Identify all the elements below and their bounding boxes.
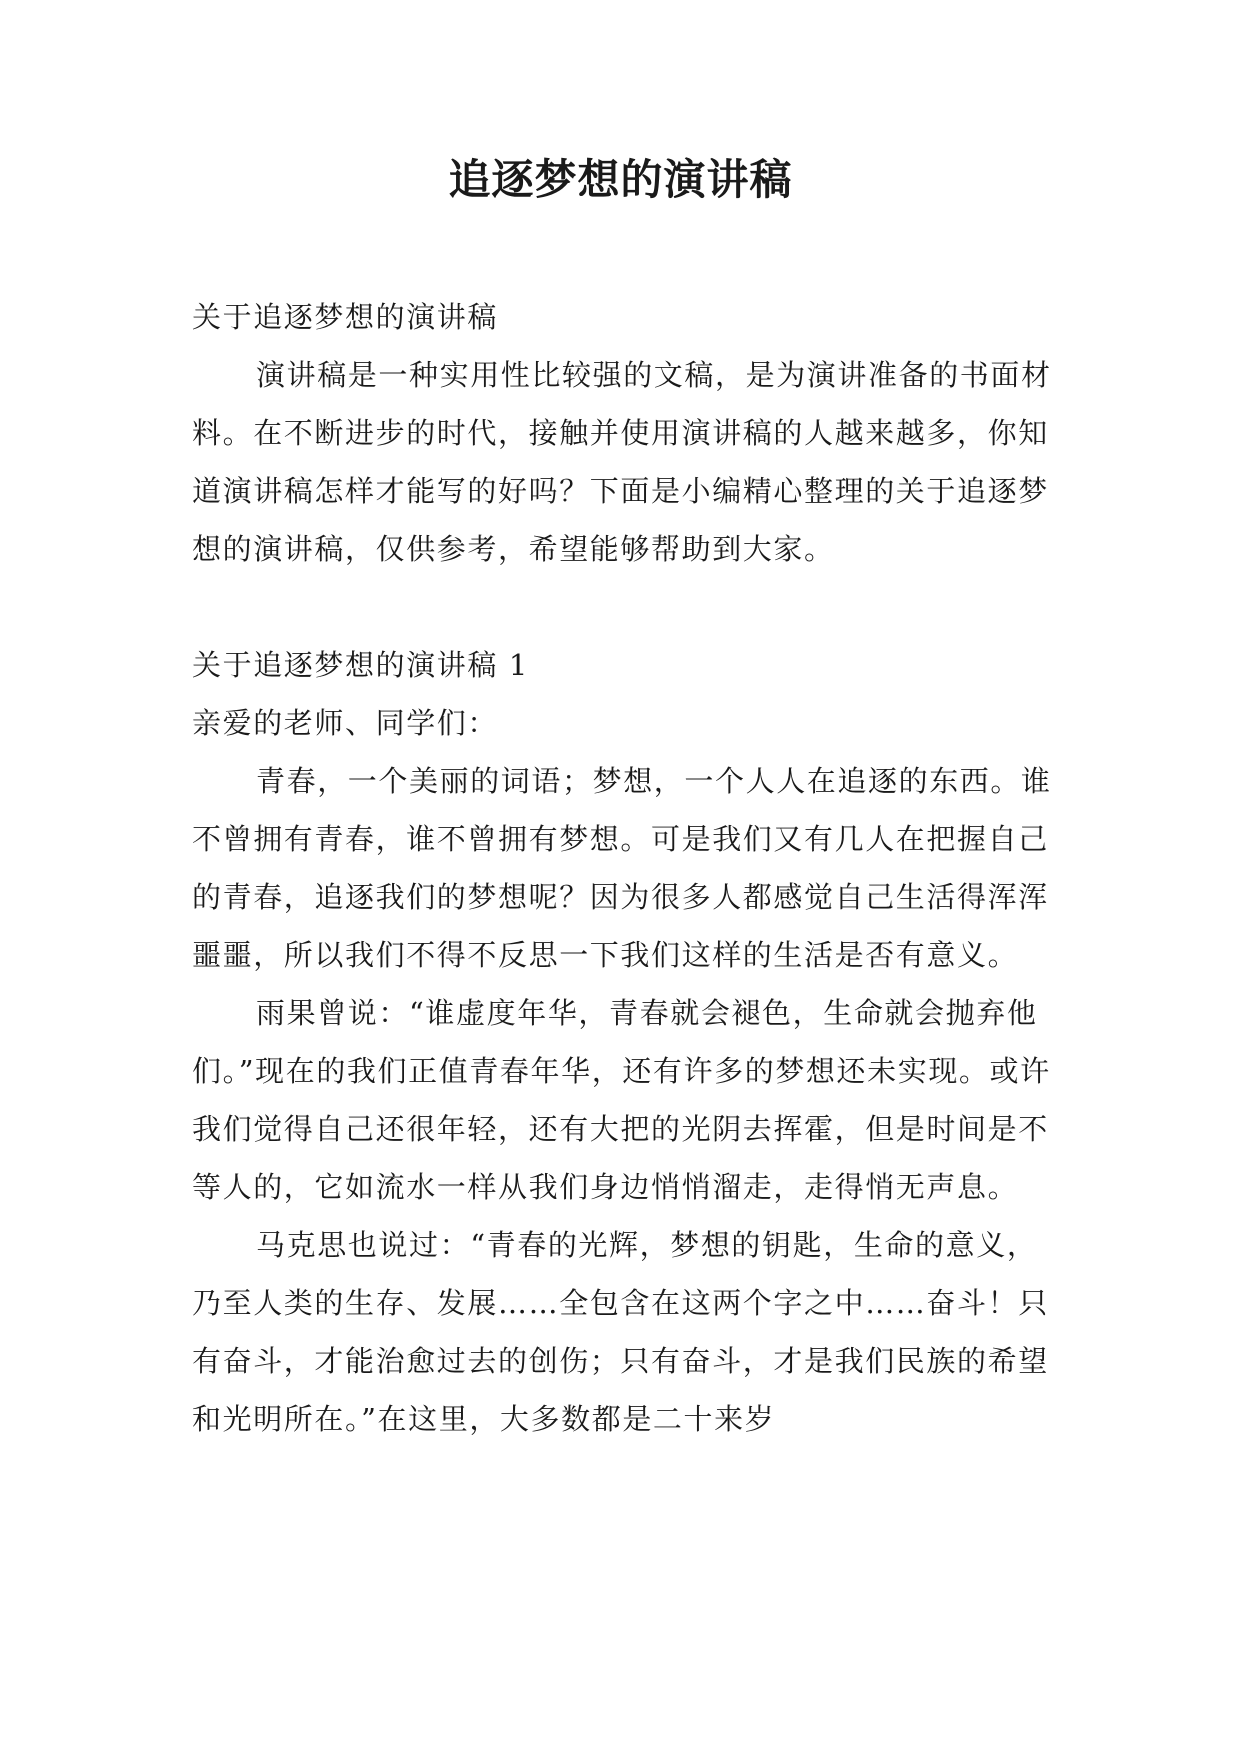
- body-paragraph: 雨果曾说：“谁虚度年华，青春就会褪色，生命就会抛弃他们。”现在的我们正值青春年华，还有许多的梦想还未实现。或许我们觉得自己还很年轻，还有大把的光阴去挥霍，但是时间是不等人的，它如流水一样从我们身边悄悄溜走，走得悄无声息。: [192, 996, 1051, 1204]
- intro-heading: 关于追逐梦想的演讲稿: [192, 300, 499, 334]
- section-heading: 关于追逐梦想的演讲稿 1: [192, 648, 529, 682]
- section-spacer: [192, 578, 1057, 636]
- page-title: 追逐梦想的演讲稿: [448, 155, 793, 204]
- intro-paragraph: 演讲稿是一种实用性比较强的文稿，是为演讲准备的书面材料。在不断进步的时代，接触并使用演讲稿的人越来越多，你知道演讲稿怎样才能写的好吗？下面是小编精心整理的关于追逐梦想的演讲稿，仅供参考，希望能够帮助到大家。: [192, 358, 1052, 566]
- body-paragraph: 青春，一个美丽的词语；梦想，一个人人在追逐的东西。谁不曾拥有青春，谁不曾拥有梦想。可是我们又有几人在把握自己的青春，追逐我们的梦想呢？因为很多人都感觉自己生活得浑浑噩噩，所以我们不得不反思一下我们这样的生活是否有意义。: [192, 764, 1052, 972]
- document-body: [192, 288, 1057, 1448]
- speech-greeting: 亲爱的老师、同学们：: [192, 706, 499, 740]
- body-paragraph: 马克思也说过：“青春的光辉，梦想的钥匙，生命的意义，乃至人类的生存、发展……全包含在这两个字之中……奋斗！只有奋斗，才能治愈过去的创伤；只有奋斗，才是我们民族的希望和光明所在。”在这里，大多数都是二十来岁: [192, 1228, 1049, 1436]
